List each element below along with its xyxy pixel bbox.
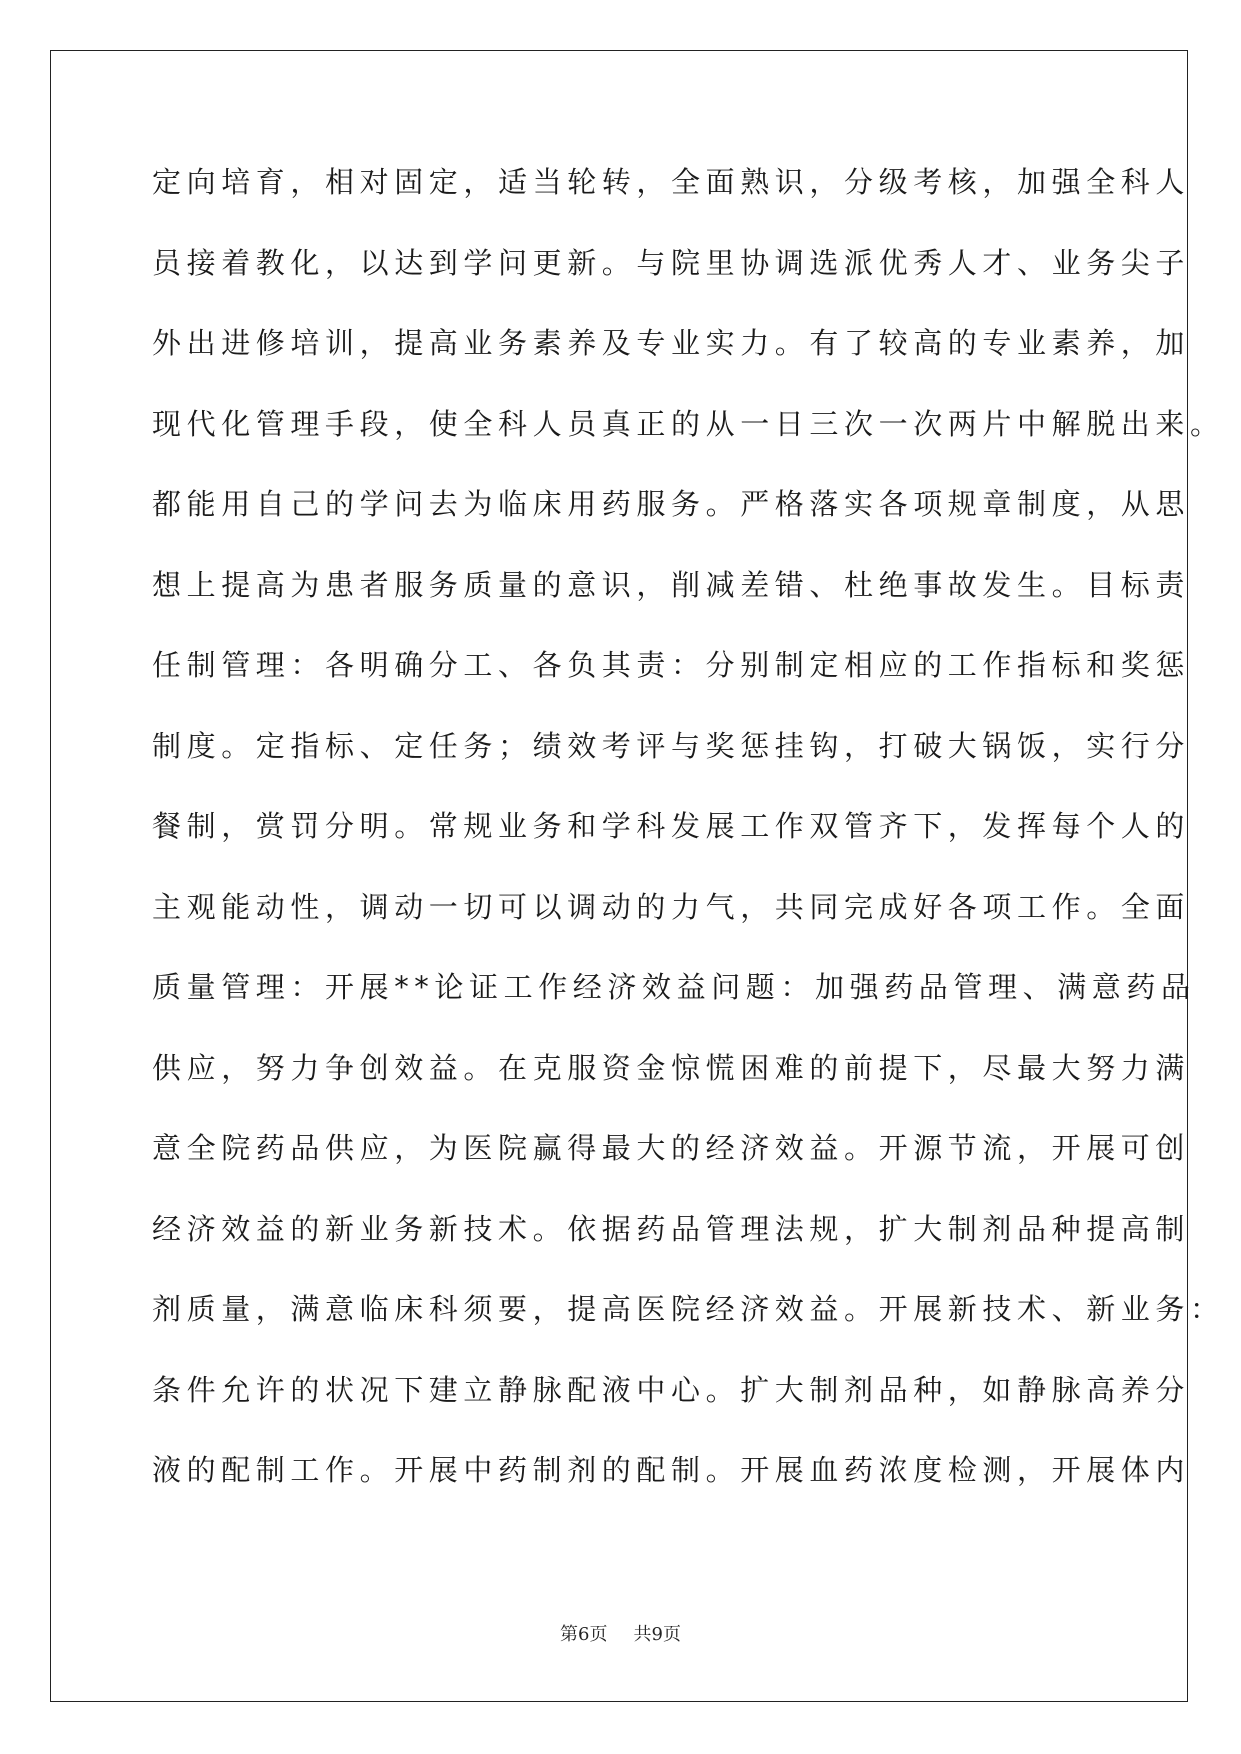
- text-line: 液的配制工作。开展中药制剂的配制。开展血药浓度检测，开展体内: [152, 1453, 1191, 1487]
- text-line: 供应，努力争创效益。在克服资金惊慌困难的前提下，尽最大努力满: [152, 1050, 1191, 1085]
- text-line: 任制管理：各明确分工、各负其责：分别制定相应的工作指标和奖惩: [152, 648, 1191, 682]
- text-line: 条件允许的状况下建立静脉配液中心。扩大制剂品种，如静脉高养分: [152, 1372, 1191, 1407]
- text-line: 员接着教化，以达到学问更新。与院里协调选派优秀人才、业务尖子: [152, 245, 1191, 280]
- text-line: 想上提高为患者服务质量的意识，削减差错、杜绝事故发生。目标责: [152, 567, 1191, 602]
- text-line: 质量管理：开展**论证工作经济效益问题：加强药品管理、满意药品: [152, 970, 1196, 1004]
- page-number-current: 第6页: [560, 1624, 608, 1645]
- text-line: 剂质量，满意临床科须要，提高医院经济效益。开展新技术、新业务：: [152, 1292, 1225, 1326]
- text-line: 意全院药品供应，为医院赢得最大的经济效益。开源节流，开展可创: [152, 1131, 1191, 1165]
- text-line: 主观能动性，调动一切可以调动的力气，共同完成好各项工作。全面: [152, 889, 1191, 924]
- text-line: 定向培育，相对固定，适当轮转，全面熟识，分级考核，加强全科人: [152, 165, 1191, 199]
- page-footer: [0, 1620, 1241, 1646]
- text-line: 都能用自己的学问去为临床用药服务。严格落实各项规章制度，从思: [152, 487, 1191, 521]
- text-line: 经济效益的新业务新技术。依据药品管理法规，扩大制剂品种提高制: [152, 1211, 1191, 1246]
- text-line: 餐制，赏罚分明。常规业务和学科发展工作双管齐下，发挥每个人的: [152, 809, 1191, 843]
- text-line: 制度。定指标、定任务；绩效考评与奖惩挂钩，打破大锅饭，实行分: [152, 728, 1191, 763]
- page-number-total: 共9页: [633, 1624, 681, 1645]
- text-line: 外出进修培训，提高业务素养及专业实力。有了较高的专业素养，加: [152, 326, 1191, 360]
- document-body: [152, 158, 1225, 1527]
- text-line: 现代化管理手段，使全科人员真正的从一日三次一次两片中解脱出来。: [152, 406, 1225, 441]
